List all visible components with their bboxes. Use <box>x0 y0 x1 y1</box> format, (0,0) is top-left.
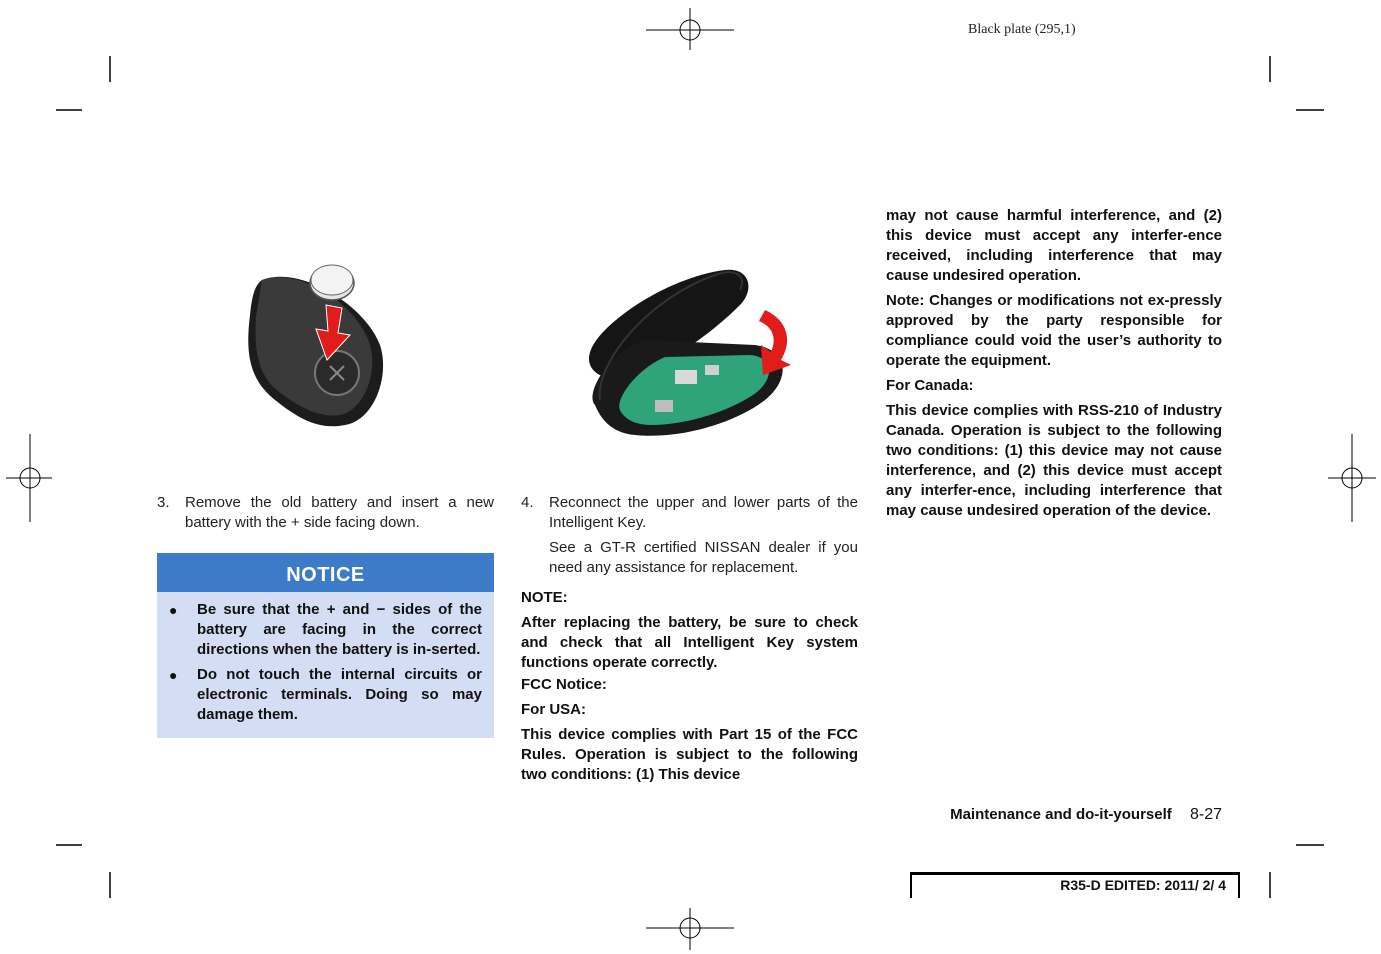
edited-date: R35-D EDITED: 2011/ 2/ 4 <box>1060 877 1226 893</box>
step-3 <box>157 493 494 533</box>
notice-item-text: Be sure that the + and − sides of the battery are facing in the correct directions when the battery is in-serted. <box>197 601 482 658</box>
step-4-subtext: See a GT-R certified NISSAN dealer if you need any assistance for replacement. <box>549 539 858 576</box>
battery-removal-illustration <box>160 205 400 445</box>
notice-item <box>169 600 482 660</box>
page-footer <box>950 806 1222 824</box>
edited-stamp <box>910 872 1240 898</box>
notice-body <box>157 592 494 738</box>
notice-item-text: Do not touch the internal circuits or electronic terminals. Doing so may damage them. <box>197 666 482 723</box>
canada-heading: For Canada: <box>886 377 974 394</box>
section-title: Maintenance and do-it-yourself <box>950 806 1172 823</box>
step-4 <box>521 493 858 533</box>
modification-note: Note: Changes or modifications not ex-pressly approved by the party responsible for compliance could void the user’s authority to operate the equipment. <box>886 292 1222 369</box>
note-heading: NOTE: <box>521 589 568 606</box>
notice-box <box>157 553 494 738</box>
notice-title: NOTICE <box>157 553 494 592</box>
fcc-heading: FCC Notice: <box>521 676 607 693</box>
canada-text: This device complies with RSS-210 of Industry Canada. Operation is subject to the following two conditions: (1) this device may not cause interference, and (2) this device must accept any interfer-ence, including interference that may cause undesired operation of the device. <box>886 402 1222 519</box>
column-1 <box>157 493 494 738</box>
fcc-continued-text: may not cause harmful interference, and (2) this device must accept any interfer-ence received, including interference that may cause undesired operation. <box>886 207 1222 284</box>
plate-label: Black plate (295,1) <box>968 22 1076 37</box>
note-text: After replacing the battery, be sure to check and check that all Intelligent Key system functions operate correctly. <box>521 614 858 671</box>
step-4-text: Reconnect the upper and lower parts of the Intelligent Key. <box>549 494 858 531</box>
bullet-icon: ● <box>169 667 178 683</box>
column-2 <box>521 493 858 785</box>
notice-item <box>169 665 482 725</box>
step-3-number: 3. <box>157 494 170 511</box>
key-reassembly-illustration <box>525 205 825 445</box>
page-number: 8-27 <box>1189 806 1222 823</box>
step-3-text: Remove the old battery and insert a new battery with the + side facing down. <box>185 494 494 531</box>
bullet-icon: ● <box>169 602 178 618</box>
column-3 <box>886 206 1222 521</box>
usa-heading: For USA: <box>521 701 586 718</box>
step-4-number: 4. <box>521 494 534 511</box>
usa-text: This device complies with Part 15 of the FCC Rules. Operation is subject to the following two conditions: (1) This device <box>521 726 858 783</box>
